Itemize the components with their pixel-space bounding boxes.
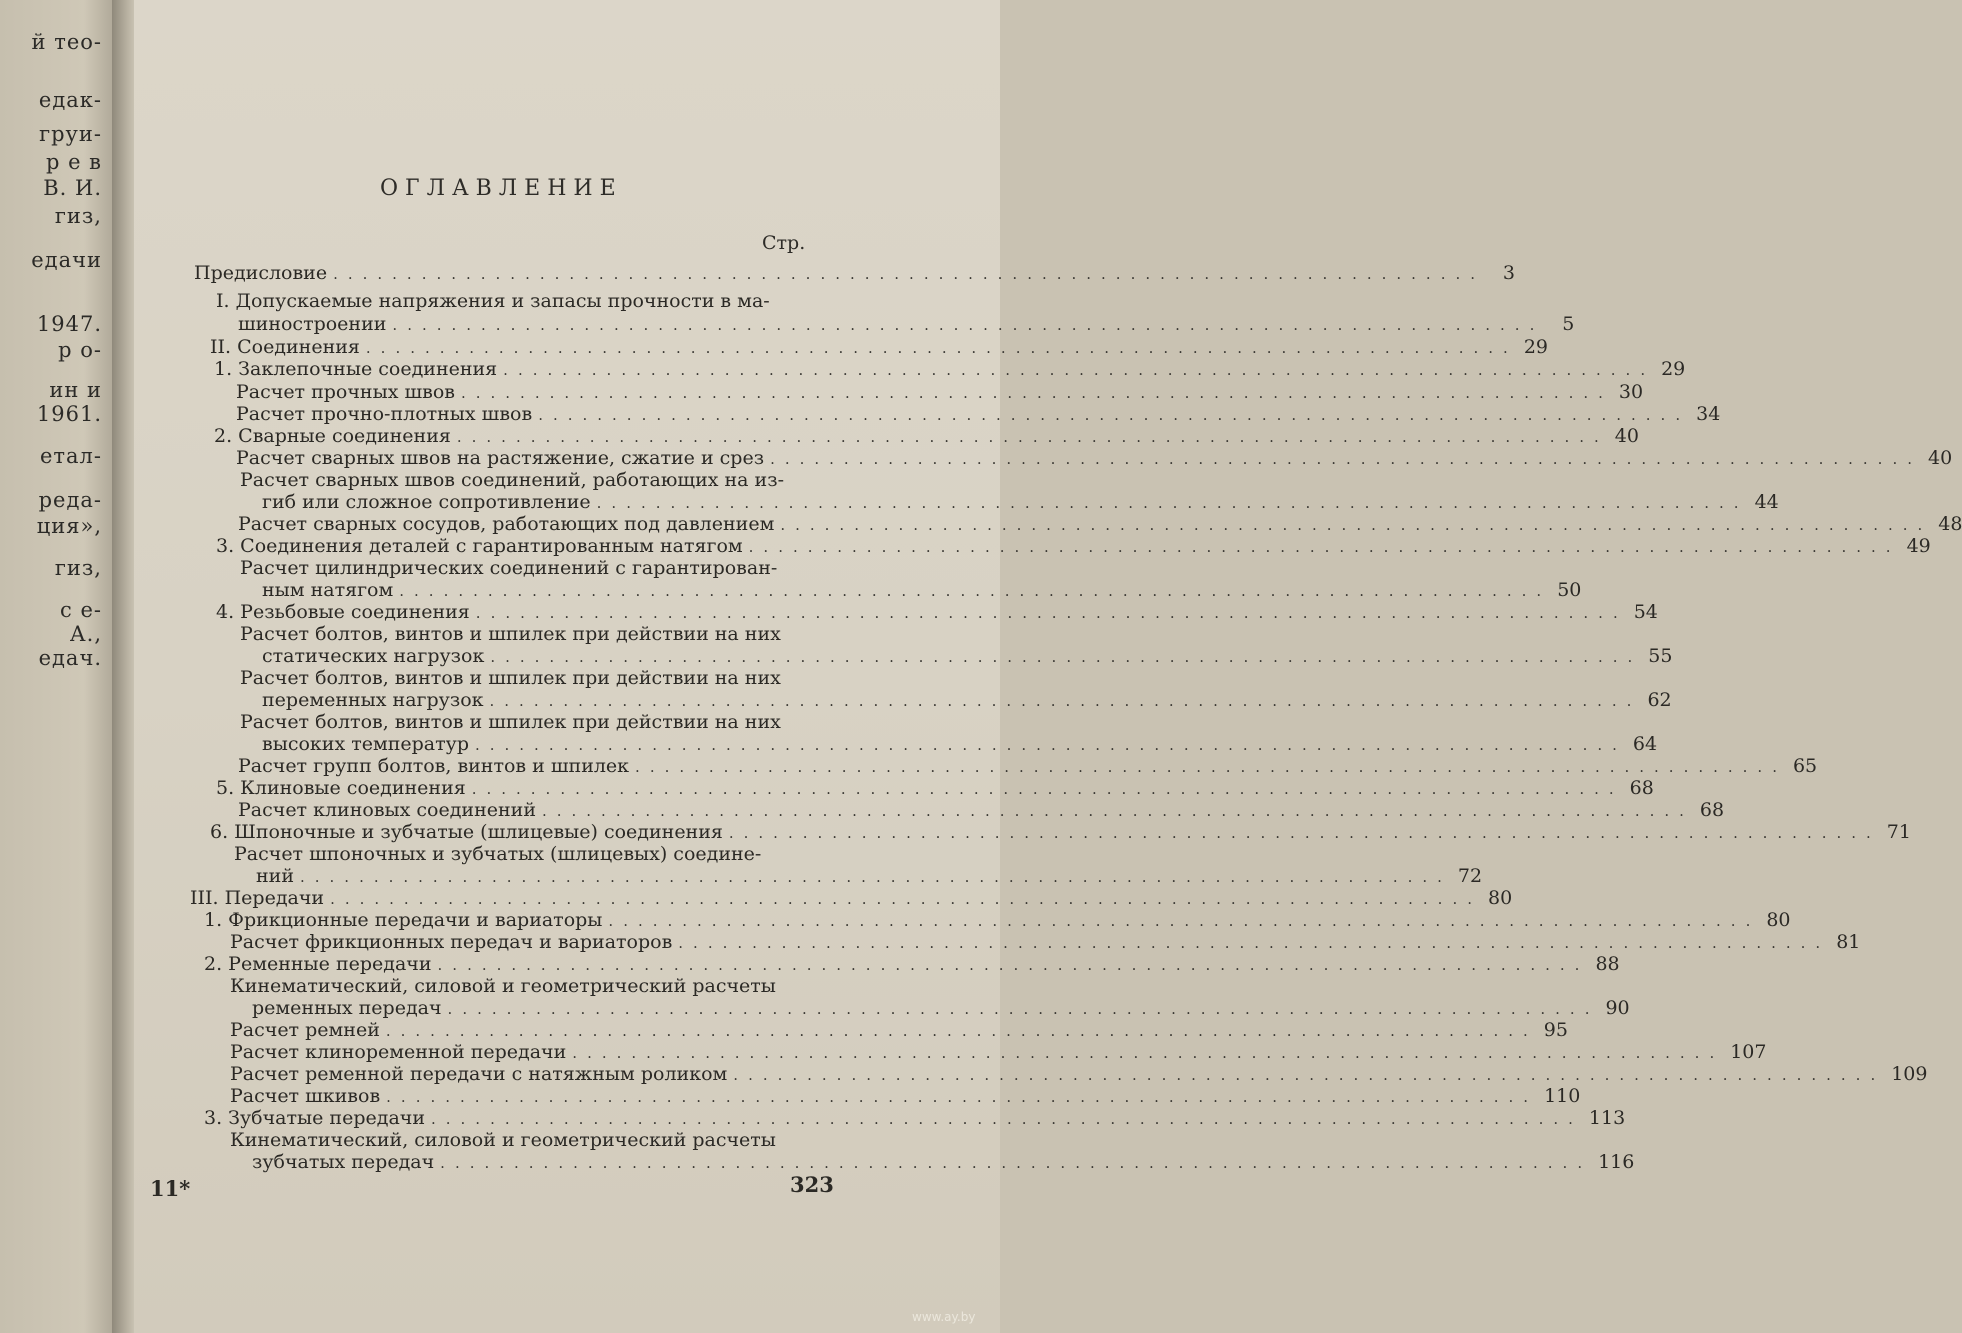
toc-entry (210, 821, 1911, 843)
toc-entry-text: Кинематический, силовой и геометрический расчеты (230, 1129, 776, 1151)
toc-entry-text: 6. Шпоночные и зубчатые (шлицевые) соединения (210, 821, 723, 843)
leader-dots: .............................................................................. (474, 736, 1627, 754)
toc-entry (230, 1019, 1568, 1041)
toc-entry-text: Расчет сварных швов соединений, работающих на из- (240, 469, 784, 491)
toc-entry (252, 1151, 1635, 1173)
toc-entry-text: Расчет шпоночных и зубчатых (шлицевых) соедине- (234, 843, 762, 865)
toc-entry-page: 30 (1618, 381, 1644, 403)
toc-entry (216, 777, 1654, 799)
leader-dots: .............................................................................. (678, 934, 1831, 952)
page-column-header: Стр. (762, 232, 806, 254)
toc-entry-text: статических нагрузок (262, 645, 485, 667)
leader-dots: .............................................................................. (437, 956, 1590, 974)
leader-dots: .............................................................................. (538, 406, 1691, 424)
left-page-fragment: 1961. (36, 402, 102, 426)
leader-dots: .............................................................................. (392, 316, 1545, 334)
toc-entry-text: Расчет болтов, винтов и шпилек при действии на них (240, 667, 781, 689)
leader-dots: .............................................................................. (572, 1044, 1725, 1062)
toc-entry (214, 358, 1686, 380)
toc-entry-text: Расчет клиновых соединений (238, 799, 536, 821)
toc-entry (240, 667, 781, 689)
toc-entry-page: 64 (1632, 733, 1658, 755)
left-page-fragment: груи- (39, 122, 102, 146)
toc-entry-text: Расчет ременной передачи с натяжным роликом (230, 1063, 728, 1085)
toc-entry (204, 1107, 1626, 1129)
leader-dots: .............................................................................. (635, 758, 1787, 776)
left-page-fragment: реда- (38, 488, 102, 512)
toc-entry (236, 403, 1721, 425)
leader-dots: .............................................................................. (440, 1154, 1593, 1172)
toc-entry-page: 88 (1595, 953, 1620, 975)
toc-entry-page: 54 (1633, 601, 1658, 623)
left-page-fragment: ин и (49, 378, 102, 402)
toc-entry-page: 44 (1754, 491, 1779, 513)
toc-entry-page: 48 (1938, 513, 1962, 535)
toc-entry-page: 81 (1836, 931, 1861, 953)
toc-entry-page: 49 (1906, 535, 1931, 557)
toc-entry (194, 262, 1516, 284)
toc-entry-page: 3 (1502, 262, 1516, 284)
left-page-fragment: р о- (58, 338, 102, 362)
leader-dots: .............................................................................. (770, 450, 1922, 468)
left-page-fragment: А., (69, 622, 102, 646)
leader-dots: .............................................................................. (608, 912, 1761, 930)
toc-entry-text: Расчет прочно-плотных швов (236, 403, 533, 425)
toc-entry (214, 425, 1639, 447)
toc-entry (236, 381, 1644, 403)
leader-dots: .............................................................................. (460, 384, 1613, 402)
toc-entry (230, 975, 776, 997)
toc-entry-page: 107 (1730, 1041, 1767, 1063)
leader-dots: .............................................................................. (385, 1022, 1538, 1040)
toc-entry-text: ным натягом (262, 579, 394, 601)
leader-dots: .............................................................................. (330, 890, 1482, 908)
toc-entry-text: 3. Зубчатые передачи (204, 1107, 425, 1129)
toc-entry-text: ременных передач (252, 997, 442, 1019)
toc-entry-text: Расчет клиноременной передачи (230, 1041, 567, 1063)
toc-entry (216, 535, 1931, 557)
toc-entry-text: переменных нагрузок (262, 689, 484, 711)
leader-dots: .............................................................................. (333, 265, 1486, 283)
toc-entry (252, 997, 1630, 1019)
page-number: 323 (790, 1172, 834, 1197)
toc-entry (238, 755, 1818, 777)
toc-entry (190, 887, 1513, 909)
toc-entry-text: ний (256, 865, 294, 887)
left-page-fragment: 1947. (36, 312, 102, 336)
left-page-fragment: едач. (38, 646, 102, 670)
toc-entry-text: 4. Резьбовые соединения (216, 601, 470, 623)
toc-entry-text: 5. Клиновые соединения (216, 777, 466, 799)
toc-entry (262, 689, 1672, 711)
leader-dots: .............................................................................. (365, 339, 1518, 357)
leader-dots: .............................................................................. (733, 1066, 1886, 1084)
left-page-fragment: р е в (45, 150, 102, 174)
toc-entry (238, 799, 1725, 821)
leader-dots: .............................................................................. (748, 538, 1901, 556)
toc-entry (204, 909, 1791, 931)
toc-entry-text: зубчатых передач (252, 1151, 435, 1173)
toc-entry-text: Расчет ремней (230, 1019, 380, 1041)
toc-entry (216, 290, 770, 312)
toc-entry (238, 313, 1575, 335)
leader-dots: .............................................................................. (447, 1000, 1600, 1018)
toc-entry-text: высоких температур (262, 733, 469, 755)
toc-entry (238, 513, 1962, 535)
toc-entry-text: Расчет прочных швов (236, 381, 455, 403)
toc-entry (230, 1129, 776, 1151)
toc-entry-page: 50 (1557, 579, 1582, 601)
toc-entry (236, 447, 1953, 469)
toc-entry-text: Расчет фрикционных передач и вариаторов (230, 931, 673, 953)
toc-entry-page: 40 (1614, 425, 1639, 447)
left-page-fragment: й тео- (31, 30, 102, 54)
toc-entry-text: Расчет групп болтов, винтов и шпилек (238, 755, 630, 777)
toc-entry (230, 1063, 1928, 1085)
toc-entry (230, 1085, 1581, 1107)
toc-entry-page: 34 (1696, 403, 1721, 425)
toc-entry-page: 29 (1661, 358, 1686, 380)
leader-dots: .............................................................................. (475, 604, 1628, 622)
toc-entry-page: 80 (1766, 909, 1791, 931)
left-page-fragment: едачи (31, 248, 102, 272)
toc-entry-page: 68 (1699, 799, 1725, 821)
leader-dots: .............................................................................. (300, 868, 1452, 886)
toc-entry (262, 645, 1673, 667)
left-page-fragment: гиз, (54, 204, 102, 228)
toc-entry-page: 116 (1598, 1151, 1635, 1173)
toc-entry (240, 623, 781, 645)
leader-dots: .............................................................................. (490, 648, 1643, 666)
toc-entry (230, 1041, 1767, 1063)
toc-entry-text: Расчет цилиндрических соединений с гарантирован- (240, 557, 778, 579)
toc-entry-text: гиб или сложное сопротивление (262, 491, 591, 513)
leader-dots: .............................................................................. (503, 361, 1656, 379)
toc-entry-text: III. Передачи (190, 887, 325, 909)
toc-entry-page: 55 (1648, 645, 1673, 667)
watermark: www.ay.by (912, 1310, 976, 1324)
page-title: ОГЛАВЛЕНИЕ (380, 176, 623, 201)
toc-entry-page: 68 (1629, 777, 1654, 799)
toc-entry-page: 62 (1647, 689, 1672, 711)
toc-entry-text: Расчет болтов, винтов и шпилек при действии на них (240, 623, 781, 645)
left-page-fragment: В. И. (43, 176, 102, 200)
leader-dots: .............................................................................. (541, 802, 1694, 820)
leader-dots: .............................................................................. (386, 1088, 1539, 1106)
leader-dots: .............................................................................. (728, 824, 1881, 842)
toc-entry (234, 843, 761, 865)
signature-mark: 11* (150, 1176, 191, 1201)
leader-dots: .............................................................................. (399, 582, 1552, 600)
leader-dots: .............................................................................. (471, 780, 1624, 798)
toc-entry-text: Расчет шкивов (230, 1085, 381, 1107)
toc-entry-page: 95 (1543, 1019, 1568, 1041)
toc-entry-text: шиностроении (238, 313, 387, 335)
toc-entry-text: I. Допускаемые напряжения и запасы прочности в ма- (216, 290, 770, 312)
toc-entry-text: Расчет сварных швов на растяжение, сжатие и срез (236, 447, 765, 469)
left-page-fragment: етал- (39, 444, 102, 468)
toc-entry (256, 865, 1483, 887)
toc-entry (240, 557, 777, 579)
leader-dots: .............................................................................. (456, 428, 1609, 446)
toc-entry-page: 90 (1605, 997, 1630, 1019)
toc-entry-text: Кинематический, силовой и геометрический расчеты (230, 975, 776, 997)
toc-entry (204, 953, 1620, 975)
toc-entry (262, 579, 1582, 601)
toc-entry-page: 113 (1588, 1107, 1626, 1129)
toc-entry-page: 29 (1523, 336, 1549, 358)
left-page-fragment: едак- (38, 88, 102, 112)
toc-entry-page: 80 (1488, 887, 1513, 909)
toc-entry-text: Расчет болтов, винтов и шпилек при действии на них (240, 711, 781, 733)
toc-entry (230, 931, 1861, 953)
left-page-fragment: с е- (60, 598, 102, 622)
toc-entry-text: 1. Заклепочные соединения (214, 358, 498, 380)
toc-entry-page: 65 (1792, 755, 1818, 777)
toc-entry-page: 109 (1891, 1063, 1928, 1085)
toc-entry-text: 3. Соединения деталей с гарантированным натягом (216, 535, 743, 557)
toc-entry-page: 110 (1544, 1085, 1581, 1107)
leader-dots: .............................................................................. (489, 692, 1642, 710)
toc-entry (210, 336, 1549, 358)
toc-entry-text: Расчет сварных сосудов, работающих под давлением (238, 513, 775, 535)
toc-entry-page: 72 (1457, 865, 1483, 887)
toc-entry (240, 711, 781, 733)
toc-entry-page: 5 (1562, 313, 1575, 335)
left-page-fragment: гиз, (54, 556, 102, 580)
toc-entry-page: 40 (1928, 447, 1953, 469)
toc-entry-text: 1. Фрикционные передачи и вариаторы (204, 909, 603, 931)
leader-dots: .............................................................................. (596, 494, 1749, 512)
toc-entry (216, 601, 1658, 623)
toc-entry (262, 491, 1779, 513)
leader-dots: .............................................................................. (780, 516, 1933, 534)
toc-entry-text: Предисловие (194, 262, 328, 284)
toc-entry-text: II. Соединения (210, 336, 360, 358)
leader-dots: .............................................................................. (431, 1110, 1583, 1128)
toc-entry-text: 2. Ременные передачи (204, 953, 432, 975)
toc-entry (262, 733, 1658, 755)
left-page-fragment: ция», (36, 514, 102, 538)
toc-entry-text: 2. Сварные соединения (214, 425, 451, 447)
toc-entry-page: 71 (1886, 821, 1911, 843)
toc-entry (240, 469, 784, 491)
